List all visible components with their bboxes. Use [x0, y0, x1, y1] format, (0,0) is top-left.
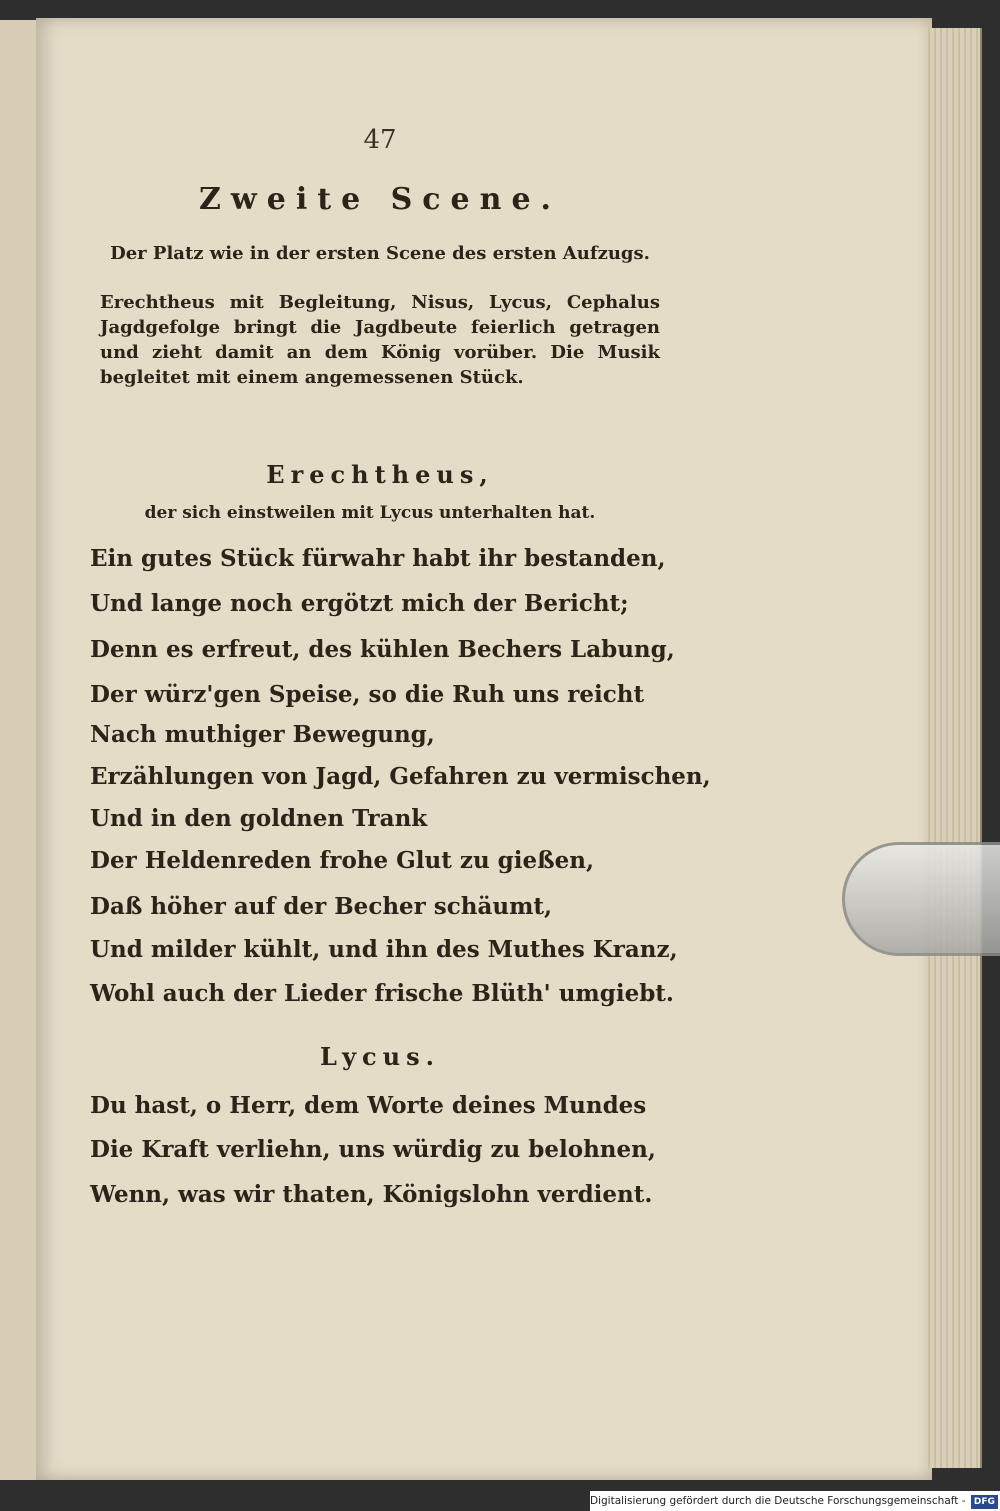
speaker-erechtheus: Erechtheus,	[266, 460, 494, 489]
verse-line: Und milder kühlt, und ihn des Muthes Kranz,	[90, 936, 678, 963]
verse-line: Die Kraft verliehn, uns würdig zu belohnen,	[90, 1136, 656, 1163]
scene-title: Zweite Scene.	[199, 182, 561, 217]
speaker-lycus: Lycus.	[320, 1042, 440, 1071]
stage-direction: Erechtheus mit Begleitung, Nisus, Lycus, Cephalus Jagdgefolge bringt die Jagdbeute feierlich getragen und zieht damit an dem König vorüber. Die Musik begleitet mit einem angemessenen Stück.	[100, 292, 660, 388]
verse-line: Ein gutes Stück fürwahr habt ihr bestanden,	[90, 545, 666, 572]
page-clip	[842, 842, 1000, 956]
verse-line: Und in den goldnen Trank	[90, 805, 428, 832]
verse-line: Nach muthiger Bewegung,	[90, 721, 435, 748]
place-description: Der Platz wie in der ersten Scene des ersten Aufzugs.	[110, 243, 650, 264]
dfg-logo: DFG	[971, 1495, 998, 1509]
verse-line: Wohl auch der Lieder frische Blüth' umgiebt.	[90, 980, 674, 1007]
verse-line: Wenn, was wir thaten, Königslohn verdient.	[90, 1181, 653, 1208]
footer-credit	[590, 1491, 1000, 1511]
verse-line: Denn es erfreut, des kühlen Bechers Labung,	[90, 636, 675, 663]
verse-line: Erzählungen von Jagd, Gefahren zu vermischen,	[90, 763, 711, 790]
footer-text: Digitalisierung gefördert durch die Deutsche Forschungsgemeinschaft -	[590, 1495, 966, 1507]
book-page	[36, 18, 932, 1480]
page-edges	[925, 28, 982, 1468]
verse-line: Du hast, o Herr, dem Worte deines Mundes	[90, 1092, 647, 1119]
speaker-note: der sich einstweilen mit Lycus unterhalten hat.	[144, 503, 596, 523]
verse-line: Und lange noch ergötzt mich der Bericht;	[90, 590, 629, 617]
verse-line: Der Heldenreden frohe Glut zu gießen,	[90, 847, 594, 874]
verse-line: Daß höher auf der Becher schäumt,	[90, 893, 553, 920]
verse-line: Der würz'gen Speise, so die Ruh uns reicht	[90, 681, 645, 708]
page-number: 47	[363, 125, 397, 155]
